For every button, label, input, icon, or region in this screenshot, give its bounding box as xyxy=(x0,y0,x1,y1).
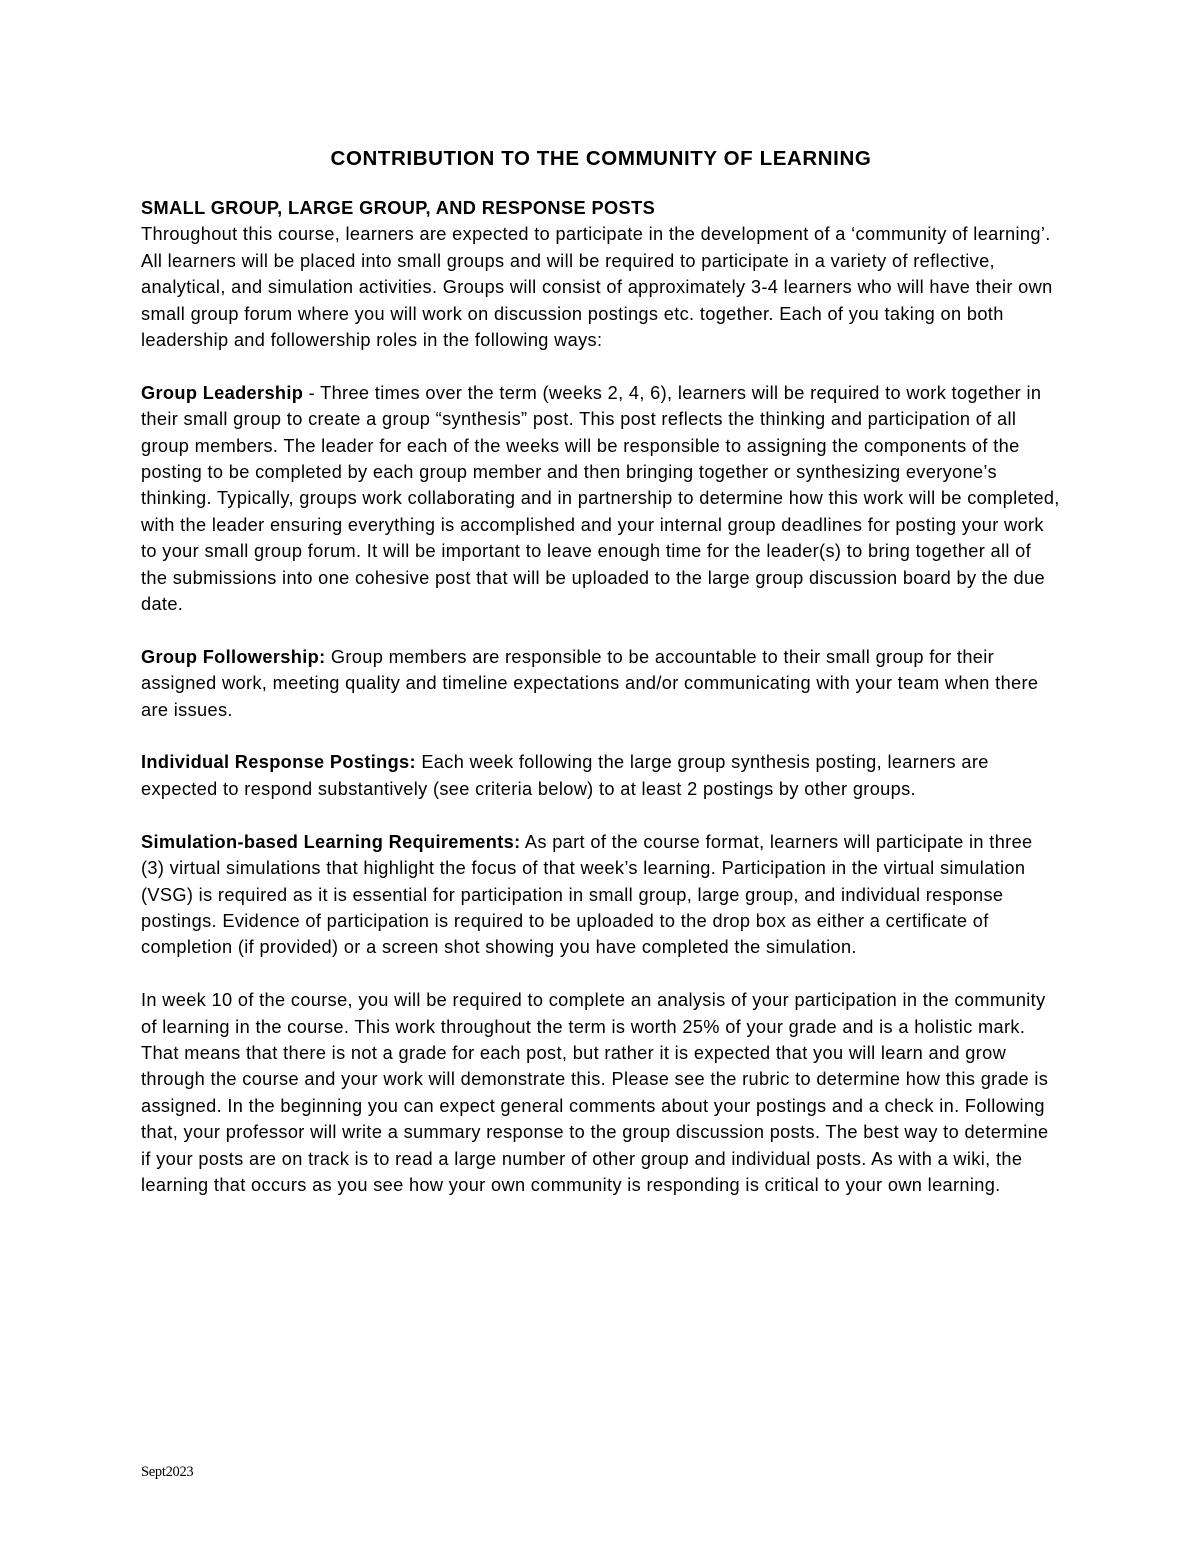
individual-response-paragraph xyxy=(141,749,1061,802)
group-leadership-paragraph xyxy=(141,380,1061,618)
individual-response-label: Individual Response Postings: xyxy=(141,752,416,773)
group-followership-text: Group members are responsible to be accountable to their small group for their assigned work, meeting quality and timeline expectations and/or communicating with your team when there are issues. xyxy=(141,646,1039,720)
document-title: CONTRIBUTION TO THE COMMUNITY OF LEARNING xyxy=(330,147,872,170)
document-page xyxy=(141,145,1061,1198)
group-leadership-text: - Three times over the term (weeks 2, 4, 6), learners will be required to work together in their small group to create a group “synthesis” post. This post reflects the thinking and participation of all group members. The leader for each of the weeks will be responsible to assigning the components of the posting to be completed by each group member and then bringing together or synthesizing everyone’s thinking. Typically, groups work collaborating and in partnership to determine how this work will be completed, with the leader ensuring everything is accomplished and your internal group deadlines for posting your work to your small group forum. It will be important to leave enough time for the leader(s) to bring together all of the submissions into one cohesive post that will be uploaded to the large group discussion board by the due date. xyxy=(141,382,1060,615)
simulation-label: Simulation-based Learning Requirements: xyxy=(141,831,521,852)
page-footer: Sept2023 xyxy=(141,1464,194,1480)
group-followership-paragraph xyxy=(141,644,1061,723)
group-leadership-label: Group Leadership xyxy=(141,382,304,403)
individual-response-text: Each week following the large group synthesis posting, learners are expected to respond substantively (see criteria below) to at least 2 postings by other groups. xyxy=(141,752,989,799)
week10-paragraph: In week 10 of the course, you will be required to complete an analysis of your participation in the community of learning in the course. This work throughout the term is worth 25% of your grade and is a holistic mark. That means that there is not a grade for each post, but rather it is expected that you will learn and grow through the course and your work will demonstrate this. Please see the rubric to determine how this grade is assigned. In the beginning you can expect general comments about your postings and a check in. Following that, your professor will write a summary response to the group discussion posts. The best way to determine if your posts are on track is to read a large number of other group and individual posts. As with a wiki, the learning that occurs as you see how your own community is responding is critical to your own learning. xyxy=(141,990,1049,1195)
simulation-text: As part of the course format, learners will participate in three (3) virtual simulations that highlight the focus of that week’s learning. Participation in the virtual simulation (VSG) is required as it is essential for participation in small group, large group, and individual response postings. Evidence of participation is required to be uploaded to the drop box as either a certificate of completion (if provided) or a screen shot showing you have completed the simulation. xyxy=(141,831,1033,958)
section-heading: SMALL GROUP, LARGE GROUP, AND RESPONSE POSTS xyxy=(141,198,656,218)
intro-paragraph: Throughout this course, learners are expected to participate in the development of a ‘community of learning’. All learners will be placed into small groups and will be required to participate in a variety of reflective, analytical, and simulation activities. Groups will consist of approximately 3-4 learners who will have their own small group forum where you will work on discussion postings etc. together. Each of you taking on both leadership and followership roles in the following ways: xyxy=(141,224,1053,351)
group-followership-label: Group Followership: xyxy=(141,646,326,667)
simulation-paragraph xyxy=(141,829,1061,961)
